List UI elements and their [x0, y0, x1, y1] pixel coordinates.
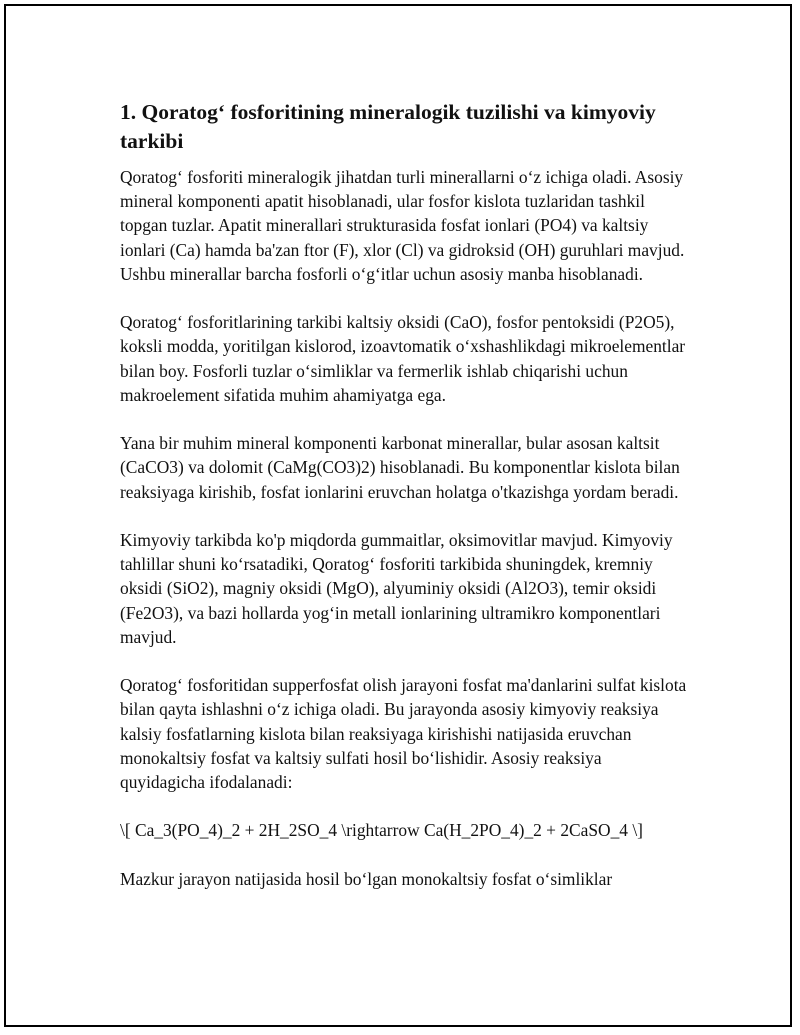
section-heading: 1. Qoratog‘ fosforitining mineralogik tuzilishi va kimyoviy tarkibi	[120, 100, 656, 153]
paragraph-conclusion: Mazkur jarayon natijasida hosil bo‘lgan monokaltsiy fosfat o‘simliklar	[120, 868, 613, 889]
paragraph-chemical-analysis: Kimyoviy tarkibda ko'p miqdorda gummaitlar, oksimovitlar mavjud. Kimyoviy tahlillar shuni ko‘rsatadiki, Qoratog‘ fosforiti tarkibida shuningdek, kremniy oksidi (SiO2), magniy oksidi (MgO), alyuminiy oksidi (Al2O3), temir oksidi (Fe2O3), va bazi hollarda yog‘in metall ionlarining ultramikro komponentlari mavjud.	[120, 530, 673, 647]
paragraph-superphosphate: Qoratog‘ fosforitidan supperfosfat olish jarayoni fosfat ma'danlarini sulfat kislota bilan qayta ishlashni o‘z ichiga oladi. Bu jarayonda asosiy kimyoviy reaksiya kalsiy fosfatlarning kislota bilan reaksiyaga kirishishi natijasida eruvchan monokaltsiy fosfat va kaltsiy sulfati hosil bo‘lishidir. Asosiy reaksiya quyidagicha ifodalanadi:	[120, 675, 687, 793]
reaction-formula: \[ Ca_3(PO_4)_2 + 2H_2SO_4 \rightarrow Ca(H_2PO_4)_2 + 2CaSO_4 \]	[120, 820, 643, 841]
paragraph-composition: Qoratog‘ fosforitlarining tarkibi kaltsiy oksidi (CaO), fosfor pentoksidi (P2O5), koksli modda, yoritilgan kislorod, izoavtomatik o‘xshashlikdagi mikroelementlar bilan boy. Fosforli tuzlar o‘simliklar va fermerlik ishlab chiqarishi uchun makroelement sifatida muhim ahamiyatga ega.	[120, 312, 686, 405]
paragraph-carbonates: Yana bir muhim mineral komponenti karbonat minerallar, bular asosan kaltsit (CaCO3) va dolomit (CaMg(CO3)2) hisoblanadi. Bu komponentlar kislota bilan reaksiyaga kirishib, fosfat ionlarini eruvchan holatga o'tkazishga yordam beradi.	[120, 433, 680, 502]
page-frame	[4, 4, 792, 1027]
document-body	[120, 98, 690, 915]
paragraph-apatite: Qoratog‘ fosforiti mineralogik jihatdan turli minerallarni o‘z ichiga oladi. Asosiy mineral komponenti apatit hisoblanadi, ular fosfor kislota tuzlaridan tashkil topgan tuzlar. Apatit minerallari strukturasida fosfat ionlari (PO4) va kaltsiy ionlari (Ca) hamda ba'zan ftor (F), xlor (Cl) va gidroksid (OH) guruhlari mavjud. Ushbu minerallar barcha fosforli o‘g‘itlar uchun asosiy manba hisoblanadi.	[120, 167, 685, 284]
